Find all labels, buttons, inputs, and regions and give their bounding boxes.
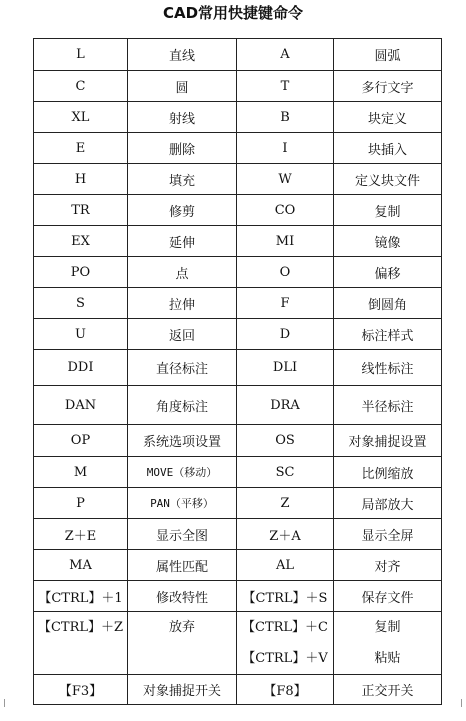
command-key-right: I xyxy=(237,133,334,164)
command-name-right: 定义块文件 xyxy=(334,164,442,195)
command-key-right: OS xyxy=(237,425,334,457)
command-key-left: H xyxy=(34,164,128,195)
command-key-right: SC xyxy=(237,457,334,488)
command-key-right: B xyxy=(237,102,334,133)
command-name-left: 拉伸 xyxy=(128,288,237,319)
command-name-right: 显示全屏 xyxy=(334,519,442,550)
command-key-right: F xyxy=(237,288,334,319)
table-row xyxy=(34,425,442,457)
command-key-right: A xyxy=(237,39,334,71)
command-key-right: W xyxy=(237,164,334,195)
command-name-left: 填充 xyxy=(128,164,237,195)
table-row xyxy=(34,226,442,257)
command-name-right: 镜像 xyxy=(334,226,442,257)
command-name-left: 修剪 xyxy=(128,195,237,226)
table-row xyxy=(34,102,442,133)
command-name-left: 点 xyxy=(128,257,237,288)
command-name-left: 直径标注 xyxy=(128,350,237,386)
cell-text: 【CTRL】＋V xyxy=(242,651,328,666)
command-name-right: 局部放大 xyxy=(334,488,442,519)
command-name-right: 正交开关 xyxy=(334,675,442,705)
command-name-left: 系统选项设置 xyxy=(128,425,237,457)
command-key-left: P xyxy=(34,488,128,519)
cell-text: 放弃 xyxy=(168,620,195,635)
command-key-left: C xyxy=(34,71,128,102)
command-name-left: 直线 xyxy=(128,39,237,71)
command-key-right: T xyxy=(237,71,334,102)
command-name-left: 射线 xyxy=(128,102,237,133)
command-key-left: L xyxy=(34,39,128,71)
command-key-right: D xyxy=(237,319,334,350)
command-key-left xyxy=(34,612,128,675)
command-key-right: DLI xyxy=(237,350,334,386)
command-name-right: 对象捕捉设置 xyxy=(334,425,442,457)
table-row xyxy=(34,519,442,550)
command-name-right: 保存文件 xyxy=(334,581,442,612)
command-key-left: OP xyxy=(34,425,128,457)
command-key-left: MA xyxy=(34,550,128,581)
command-key-left: Z＋E xyxy=(34,519,128,550)
command-key-right: AL xyxy=(237,550,334,581)
table-row xyxy=(34,581,442,612)
table-row xyxy=(34,71,442,102)
command-name-left: 修改特性 xyxy=(128,581,237,612)
table-row xyxy=(34,133,442,164)
table-row xyxy=(34,319,442,350)
command-key-left: M xyxy=(34,457,128,488)
command-key-left: DDI xyxy=(34,350,128,386)
command-key-left: PO xyxy=(34,257,128,288)
command-name-left: 角度标注 xyxy=(128,386,237,425)
command-key-right: DRA xyxy=(237,386,334,425)
cell-text: 粘贴 xyxy=(374,651,401,666)
cell-text: 【CTRL】＋C xyxy=(242,620,328,635)
command-key-right: O xyxy=(237,257,334,288)
page-title: CAD常用快捷键命令 xyxy=(162,4,304,22)
command-name-left: 返回 xyxy=(128,319,237,350)
table-row xyxy=(34,612,442,675)
command-name-right xyxy=(334,612,442,675)
table-row xyxy=(34,386,442,425)
command-key-right: MI xyxy=(237,226,334,257)
table-row xyxy=(34,39,442,71)
command-name-right: 块插入 xyxy=(334,133,442,164)
command-name-right: 块定义 xyxy=(334,102,442,133)
command-name-right: 半径标注 xyxy=(334,386,442,425)
table-row xyxy=(34,488,442,519)
command-key-left: DAN xyxy=(34,386,128,425)
command-key-left: S xyxy=(34,288,128,319)
command-key-left: 【F3】 xyxy=(34,675,128,705)
command-name-right: 倒圆角 xyxy=(334,288,442,319)
table-row xyxy=(34,195,442,226)
command-name-left: 对象捕捉开关 xyxy=(128,675,237,705)
table-row xyxy=(34,257,442,288)
command-name-left xyxy=(128,612,237,675)
command-name-left: 圆 xyxy=(128,71,237,102)
table-row xyxy=(34,288,442,319)
command-key-right: 【CTRL】＋S xyxy=(237,581,334,612)
page-corner-mark xyxy=(453,699,462,707)
command-key-left: 【CTRL】＋1 xyxy=(34,581,128,612)
command-key-right: 【F8】 xyxy=(237,675,334,705)
command-name-right: 圆弧 xyxy=(334,39,442,71)
command-name-right: 对齐 xyxy=(334,550,442,581)
command-name-right: 复制 xyxy=(334,195,442,226)
command-name-right: 比例缩放 xyxy=(334,457,442,488)
command-key-right xyxy=(237,612,334,675)
command-name-left: 延伸 xyxy=(128,226,237,257)
command-key-right: Z xyxy=(237,488,334,519)
command-name-left: PAN（平移） xyxy=(128,488,237,519)
command-key-left: TR xyxy=(34,195,128,226)
command-name-right: 多行文字 xyxy=(334,71,442,102)
command-name-right: 偏移 xyxy=(334,257,442,288)
page-corner-mark xyxy=(4,699,13,707)
command-key-right: Z＋A xyxy=(237,519,334,550)
table-row xyxy=(34,675,442,705)
command-key-left: EX xyxy=(34,226,128,257)
cell-text: 【CTRL】＋Z xyxy=(37,620,124,635)
command-name-left: MOVE（移动） xyxy=(128,457,237,488)
command-key-right: CO xyxy=(237,195,334,226)
table-row xyxy=(34,350,442,386)
command-name-left: 属性匹配 xyxy=(128,550,237,581)
command-name-left: 删除 xyxy=(128,133,237,164)
command-key-left: E xyxy=(34,133,128,164)
cell-text: 复制 xyxy=(374,620,401,635)
table-row xyxy=(34,457,442,488)
shortcut-table xyxy=(33,38,442,705)
command-key-left: XL xyxy=(34,102,128,133)
command-name-right: 标注样式 xyxy=(334,319,442,350)
command-name-left: 显示全图 xyxy=(128,519,237,550)
command-key-left: U xyxy=(34,319,128,350)
table-row xyxy=(34,164,442,195)
command-name-right: 线性标注 xyxy=(334,350,442,386)
table-row xyxy=(34,550,442,581)
